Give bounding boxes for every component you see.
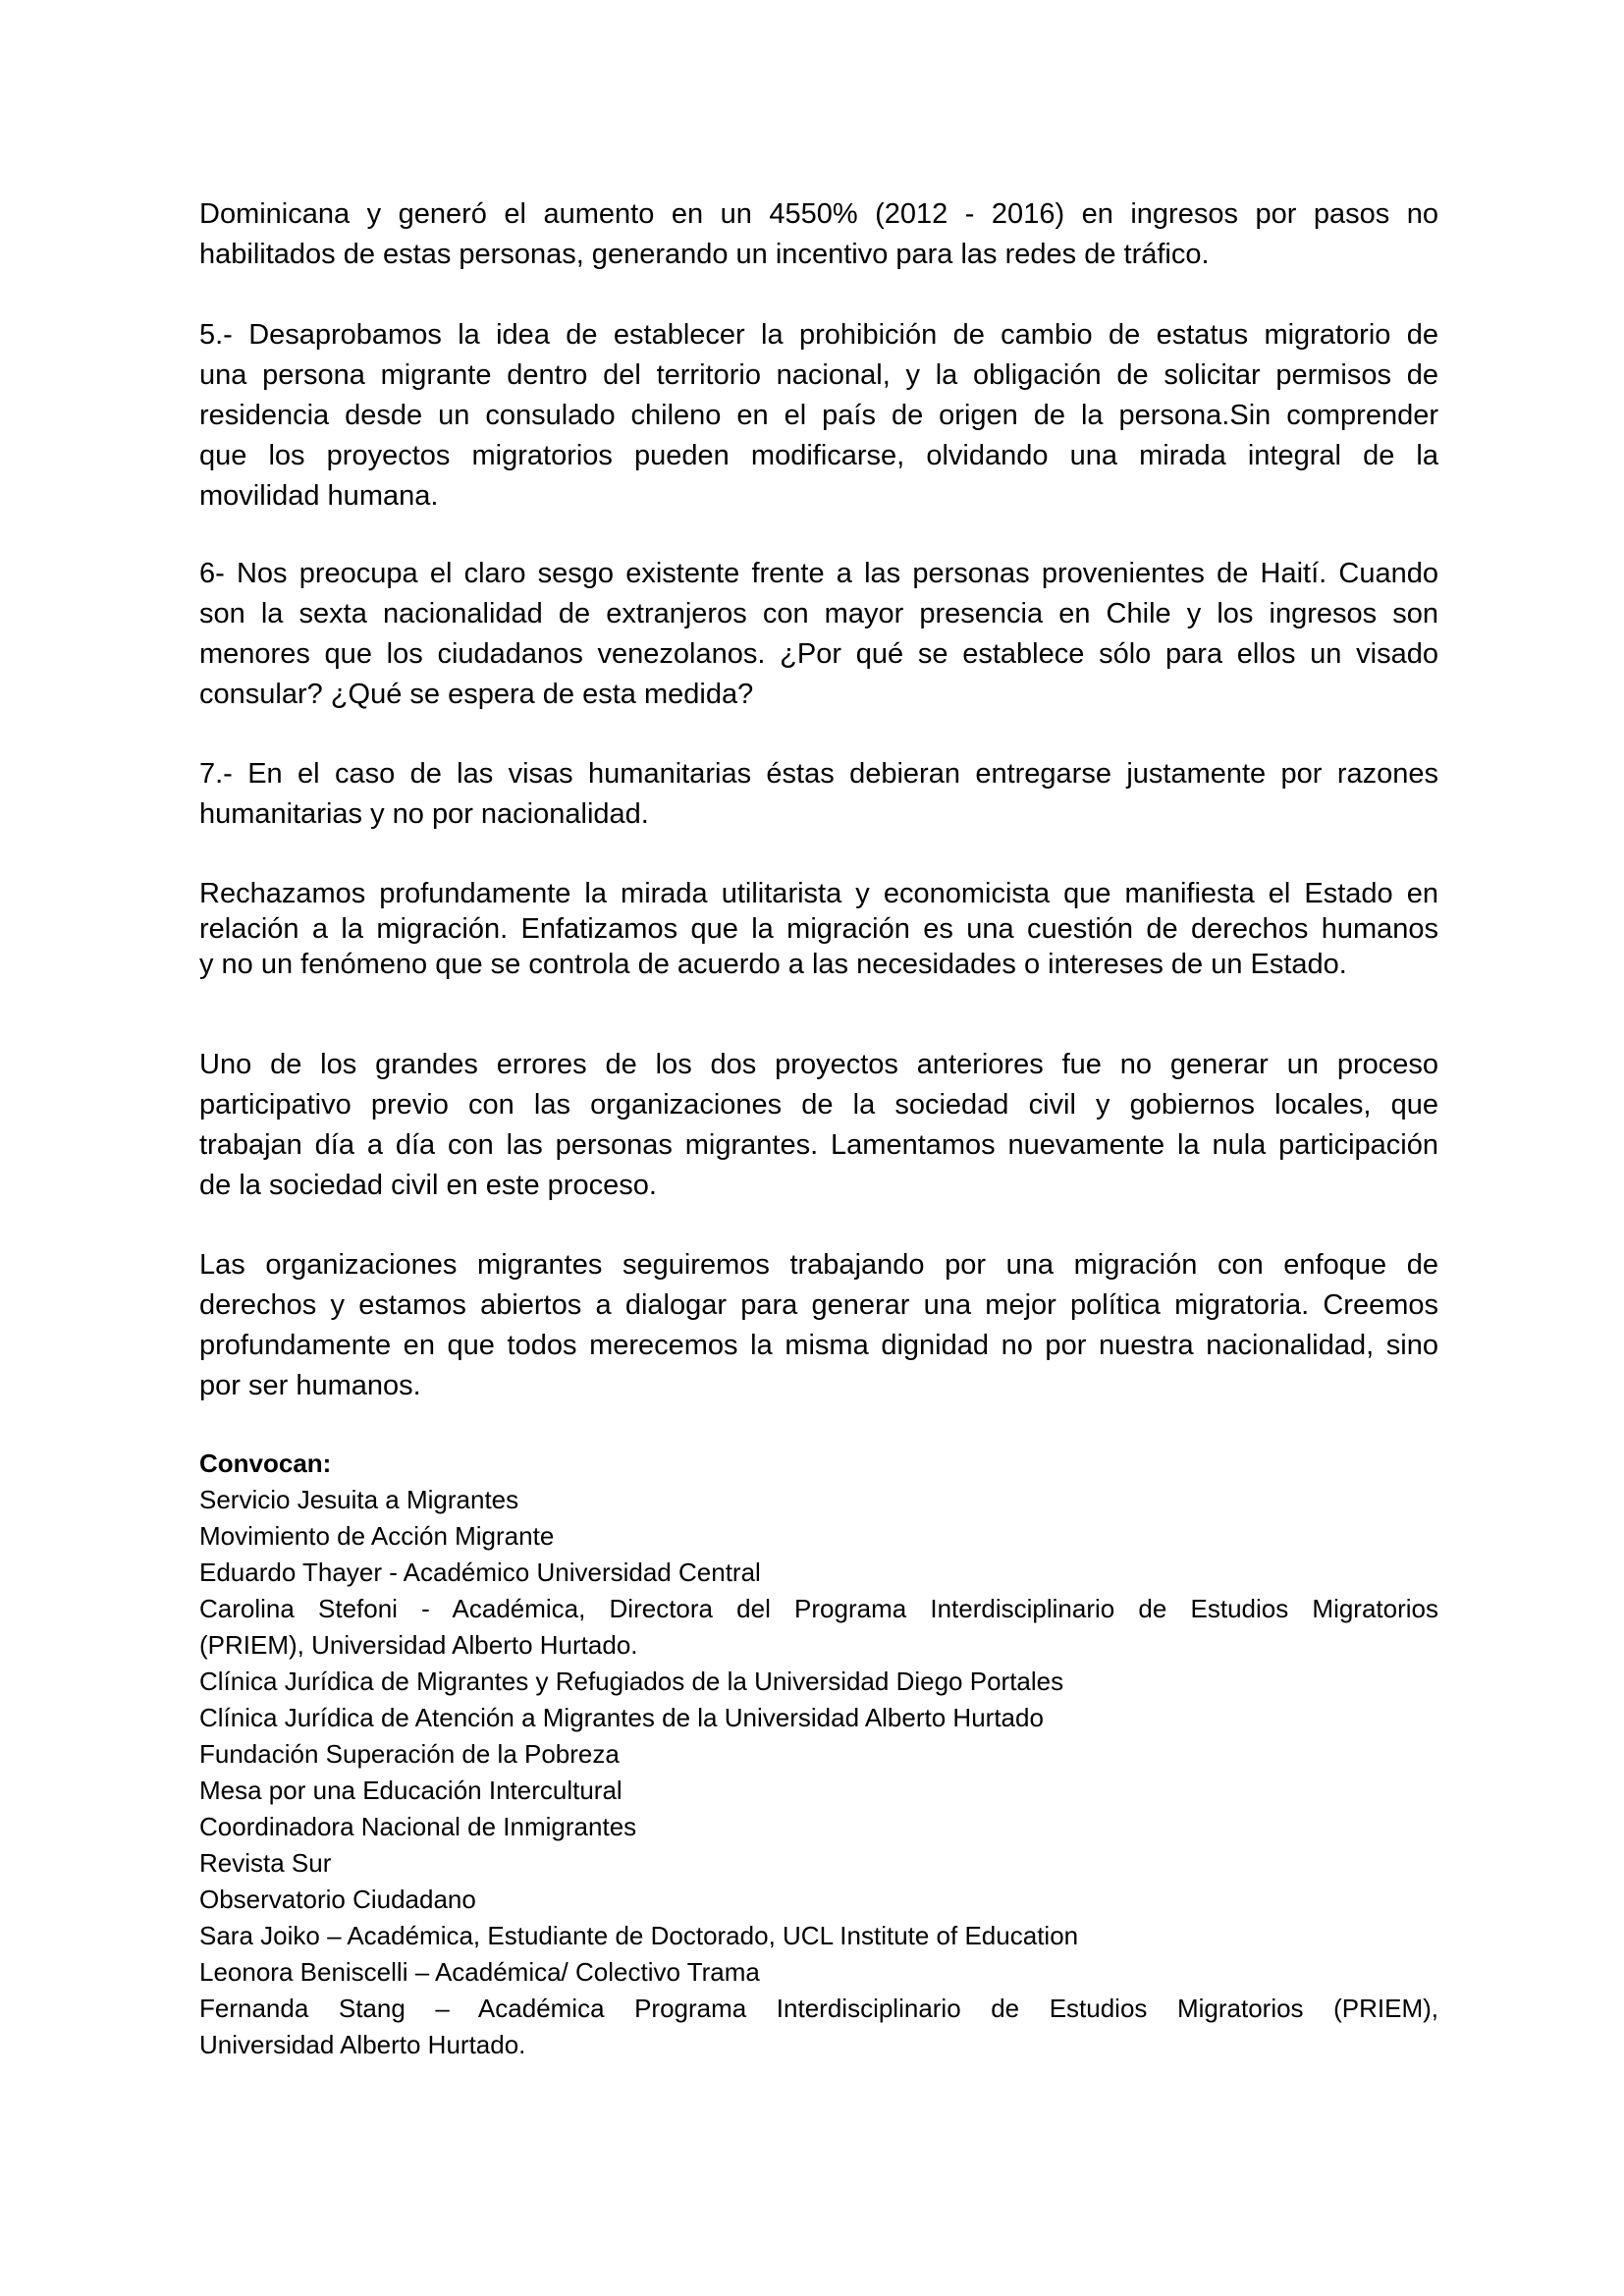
signatory: Leonora Beniscelli – Académica/ Colectivo Trama bbox=[199, 1957, 760, 1987]
signatory: Observatorio Ciudadano bbox=[199, 1885, 476, 1914]
signatory: Clínica Jurídica de Atención a Migrantes de la Universidad Alberto Hurtado bbox=[199, 1703, 1044, 1732]
text-line: trabajan día a día con las personas migrantes. Lamentamos nuevamente la nula participación bbox=[199, 1129, 1438, 1161]
signatory: Fernanda Stang – Académica Programa Interdisciplinario de Estudios Migratorios (PRIEM), bbox=[199, 1994, 1438, 2023]
text-line: profundamente en que todos merecemos la misma dignidad no por nuestra nacionalidad, sino bbox=[199, 1330, 1438, 1361]
paragraph-rejection bbox=[199, 876, 1438, 982]
text-line: son la sexta nacionalidad de extranjeros con mayor presencia en Chile y los ingresos son bbox=[199, 598, 1438, 629]
text-line: menores que los ciudadanos venezolanos. ¿Por qué se establece sólo para ellos un visado bbox=[199, 638, 1438, 670]
text-line: participativo previo con las organizaciones de la sociedad civil y gobiernos locales, que bbox=[199, 1089, 1438, 1121]
paragraph-continuation bbox=[199, 194, 1438, 275]
signatory: Carolina Stefoni - Académica, Directora del Programa Interdisciplinario de Estudios Migratorios bbox=[199, 1594, 1438, 1623]
paragraph-point-5 bbox=[199, 315, 1438, 517]
paragraph-point-7 bbox=[199, 754, 1438, 835]
text-line: 7.- En el caso de las visas humanitarias éstas debieran entregarse justamente por razones bbox=[199, 758, 1438, 790]
signatory: Eduardo Thayer - Académico Universidad Central bbox=[199, 1558, 761, 1587]
signatories-list bbox=[199, 1446, 1438, 2063]
text-line: 5.- Desaprobamos la idea de establecer la prohibición de cambio de estatus migratorio de bbox=[199, 319, 1438, 351]
paragraph-closing bbox=[199, 1245, 1438, 1406]
text-line: Las organizaciones migrantes seguiremos trabajando por una migración con enfoque de bbox=[199, 1249, 1438, 1281]
signatory: Clínica Jurídica de Migrantes y Refugiados de la Universidad Diego Portales bbox=[199, 1667, 1064, 1696]
signatory: (PRIEM), Universidad Alberto Hurtado. bbox=[199, 1630, 638, 1660]
signatory: Servicio Jesuita a Migrantes bbox=[199, 1485, 519, 1514]
paragraph-errors bbox=[199, 1045, 1438, 1206]
signatory: Sara Joiko – Académica, Estudiante de Doctorado, UCL Institute of Education bbox=[199, 1921, 1079, 1950]
text-line: movilidad humana. bbox=[199, 480, 439, 512]
text-line: por ser humanos. bbox=[199, 1370, 421, 1401]
signatory: Revista Sur bbox=[199, 1848, 332, 1878]
text-line: una persona migrante dentro del territorio nacional, y la obligación de solicitar permisos de bbox=[199, 359, 1438, 391]
signatory: Fundación Superación de la Pobreza bbox=[199, 1739, 620, 1769]
text-line: relación a la migración. Enfatizamos que la migración es una cuestión de derechos humanos bbox=[199, 913, 1438, 945]
text-line: Rechazamos profundamente la mirada utilitarista y economicista que manifiesta el Estado en bbox=[199, 878, 1438, 909]
signatory: Universidad Alberto Hurtado. bbox=[199, 2030, 526, 2059]
paragraph-point-6 bbox=[199, 554, 1438, 715]
text-line: Dominicana y generó el aumento en un 4550% (2012 - 2016) en ingresos por pasos no bbox=[199, 198, 1438, 230]
signatory: Coordinadora Nacional de Inmigrantes bbox=[199, 1812, 637, 1841]
signatory: Movimiento de Acción Migrante bbox=[199, 1521, 555, 1551]
text-line: consular? ¿Qué se espera de esta medida? bbox=[199, 679, 754, 710]
text-line: humanitarias y no por nacionalidad. bbox=[199, 798, 649, 830]
signatory: Mesa por una Educación Intercultural bbox=[199, 1776, 623, 1805]
text-line: de la sociedad civil en este proceso. bbox=[199, 1170, 657, 1201]
text-line: Uno de los grandes errores de los dos proyectos anteriores fue no generar un proceso bbox=[199, 1049, 1438, 1080]
text-line: residencia desde un consulado chileno en el país de origen de la persona.Sin comprender bbox=[199, 400, 1438, 431]
text-line: habilitados de estas personas, generando un incentivo para las redes de tráfico. bbox=[199, 239, 1210, 270]
text-line: derechos y estamos abiertos a dialogar para generar una mejor política migratoria. Creemos bbox=[199, 1289, 1438, 1321]
signatories-heading: Convocan: bbox=[199, 1449, 332, 1478]
text-line: que los proyectos migratorios pueden modificarse, olvidando una mirada integral de la bbox=[199, 440, 1438, 471]
text-line: 6- Nos preocupa el claro sesgo existente frente a las personas provenientes de Haití. Cuando bbox=[199, 558, 1438, 589]
text-line: y no un fenómeno que se controla de acuerdo a las necesidades o intereses de un Estado. bbox=[199, 949, 1347, 980]
